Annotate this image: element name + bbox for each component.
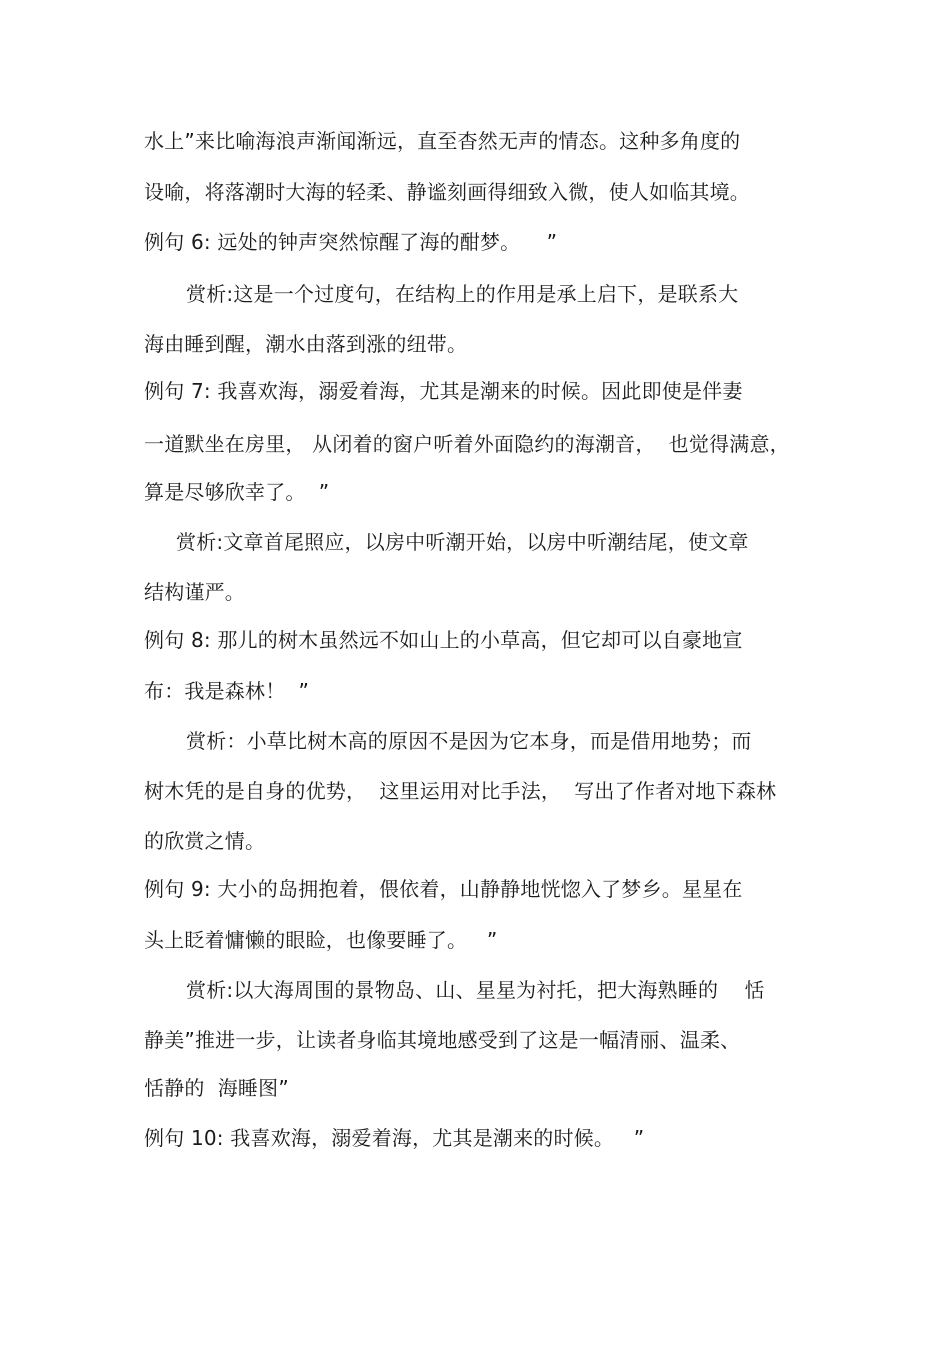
- text-line: 一道默坐在房里， 从闭着的窗户听着外面隐约的海潮音， 也觉得满意，: [144, 432, 790, 456]
- text-line: 静美”推进一步，让读者身临其境地感受到了这是一幅清丽、温柔、: [144, 1028, 741, 1052]
- text-line: 头上眨着慵懒的眼睑，也像要睡了。 ”: [144, 928, 498, 952]
- text-line: 布：我是森林！ ”: [144, 679, 310, 703]
- analysis-line: 赏析：小草比树木高的原因不是因为它本身，而是借用地势；而: [186, 729, 752, 753]
- text-line: 海由睡到醒，潮水由落到涨的纽带。: [144, 332, 468, 356]
- text-line: 水上”来比喻海浪声渐闻渐远，直至杳然无声的情态。这种多角度的: [144, 129, 741, 153]
- example-line: 例句 10: 我喜欢海，溺爱着海，尤其是潮来的时候。 ”: [144, 1126, 645, 1150]
- analysis-line: 赏析:以大海周围的景物岛、山、星星为衬托，把大海熟睡的 恬: [186, 978, 765, 1002]
- text-line: 算是尽够欣幸了。 ”: [144, 480, 330, 504]
- analysis-line: 赏析:文章首尾照应，以房中听潮开始，以房中听潮结尾，使文章: [176, 530, 749, 554]
- text-line: 结构谨严。: [144, 580, 245, 604]
- text-line: 的欣赏之情。: [144, 829, 266, 853]
- example-line: 例句 8: 那儿的树木虽然远不如山上的小草高，但它却可以自豪地宣: [144, 628, 743, 652]
- analysis-line: 赏析:这是一个过度句，在结构上的作用是承上启下，是联系大: [186, 282, 739, 306]
- text-line: 树木凭的是自身的优势， 这里运用对比手法， 写出了作者对地下森林: [144, 779, 777, 803]
- example-line: 例句 7: 我喜欢海，溺爱着海，尤其是潮来的时候。因此即使是伴妻: [144, 379, 743, 403]
- text-line: 设喻，将落潮时大海的轻柔、静谧刻画得细致入微，使人如临其境。: [144, 180, 750, 204]
- text-line: 恬静的 海睡图”: [144, 1076, 289, 1100]
- example-line: 例句 9: 大小的岛拥抱着，偎依着，山静静地恍惚入了梦乡。星星在: [144, 877, 743, 901]
- example-line: 例句 6: 远处的钟声突然惊醒了海的酣梦。 ”: [144, 230, 558, 254]
